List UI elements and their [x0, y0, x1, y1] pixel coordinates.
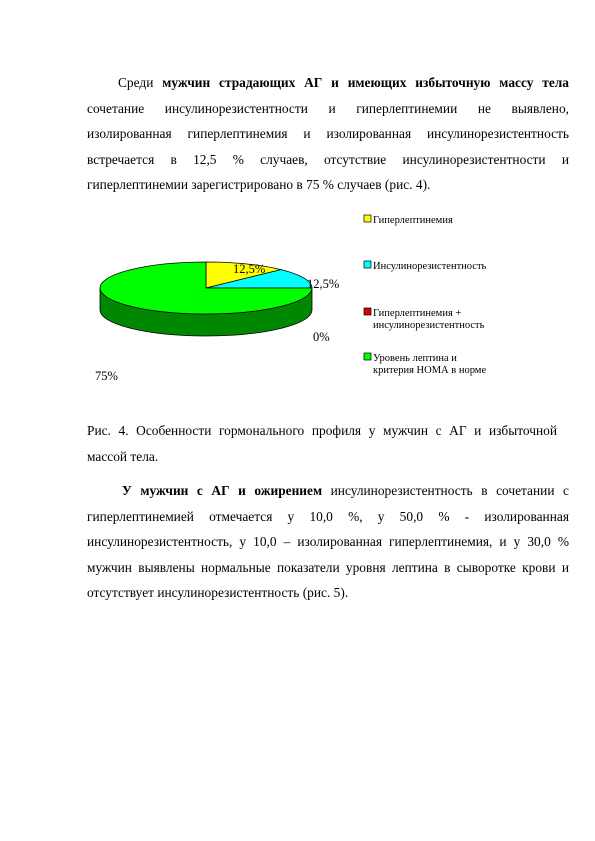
- figure-caption: Рис. 4. Особенности гормонального профиля у мужчин с АГ и избыточной массой тела.: [87, 423, 557, 464]
- paragraph-2: [87, 478, 569, 606]
- legend-swatch-1: [364, 261, 371, 268]
- pie-value-label-0: 12,5%: [233, 262, 266, 276]
- legend-swatch-2: [364, 308, 371, 315]
- paragraph-2-bold: У мужчин с АГ и ожирением: [122, 483, 323, 498]
- paragraph-1-rest: сочетание инсулинорезистентности и гиперлептинемии не выявлено, изолированная гиперлептинемия и изолированная инсулинорезистентность встречается в 12,5 % случаев, отсутствие инсулинорезистентности и гиперлептинемии зарегистрировано в 75 % случаев (рис. 4).: [87, 100, 569, 192]
- paragraph-1-bold: мужчин страдающих АГ и имеющих избыточную массу тела: [162, 75, 569, 90]
- pie-value-label-2: 0%: [313, 330, 330, 344]
- legend-swatch-3: [364, 353, 371, 360]
- legend-swatch-0: [364, 215, 371, 222]
- paragraph-2-rest: инсулинорезистентность в сочетании с гиперлептинемией отмечается у 10,0 %, у 50,0 % - изолированная инсулинорезистентность, у 10,0 – изолированная гиперлептинемия, и у 30,0 % мужчин выявлены нормальные показатели уровня лептина в сыворотке крови и отсутствует инсулинорезистентность (рис. 5).: [87, 483, 569, 600]
- legend-label-3: Уровень лептина и: [373, 353, 457, 364]
- paragraph-1-lead: Среди: [118, 75, 163, 90]
- legend-label-2: Гиперлептинемия +: [373, 308, 462, 319]
- legend: [364, 215, 487, 376]
- pie-group: [100, 262, 312, 336]
- pie-value-label-1: 12,5%: [307, 277, 340, 291]
- legend-label-3: критерия НОМА в норме: [373, 365, 487, 376]
- pie-chart: [85, 205, 505, 395]
- legend-label-1: Инсулинорезистентность: [373, 261, 487, 272]
- paragraph-1: [87, 70, 569, 198]
- pie-value-label-3: 75%: [95, 369, 118, 383]
- legend-label-2: инсулинорезистентность: [373, 320, 485, 331]
- legend-label-0: Гиперлептинемия: [373, 215, 453, 226]
